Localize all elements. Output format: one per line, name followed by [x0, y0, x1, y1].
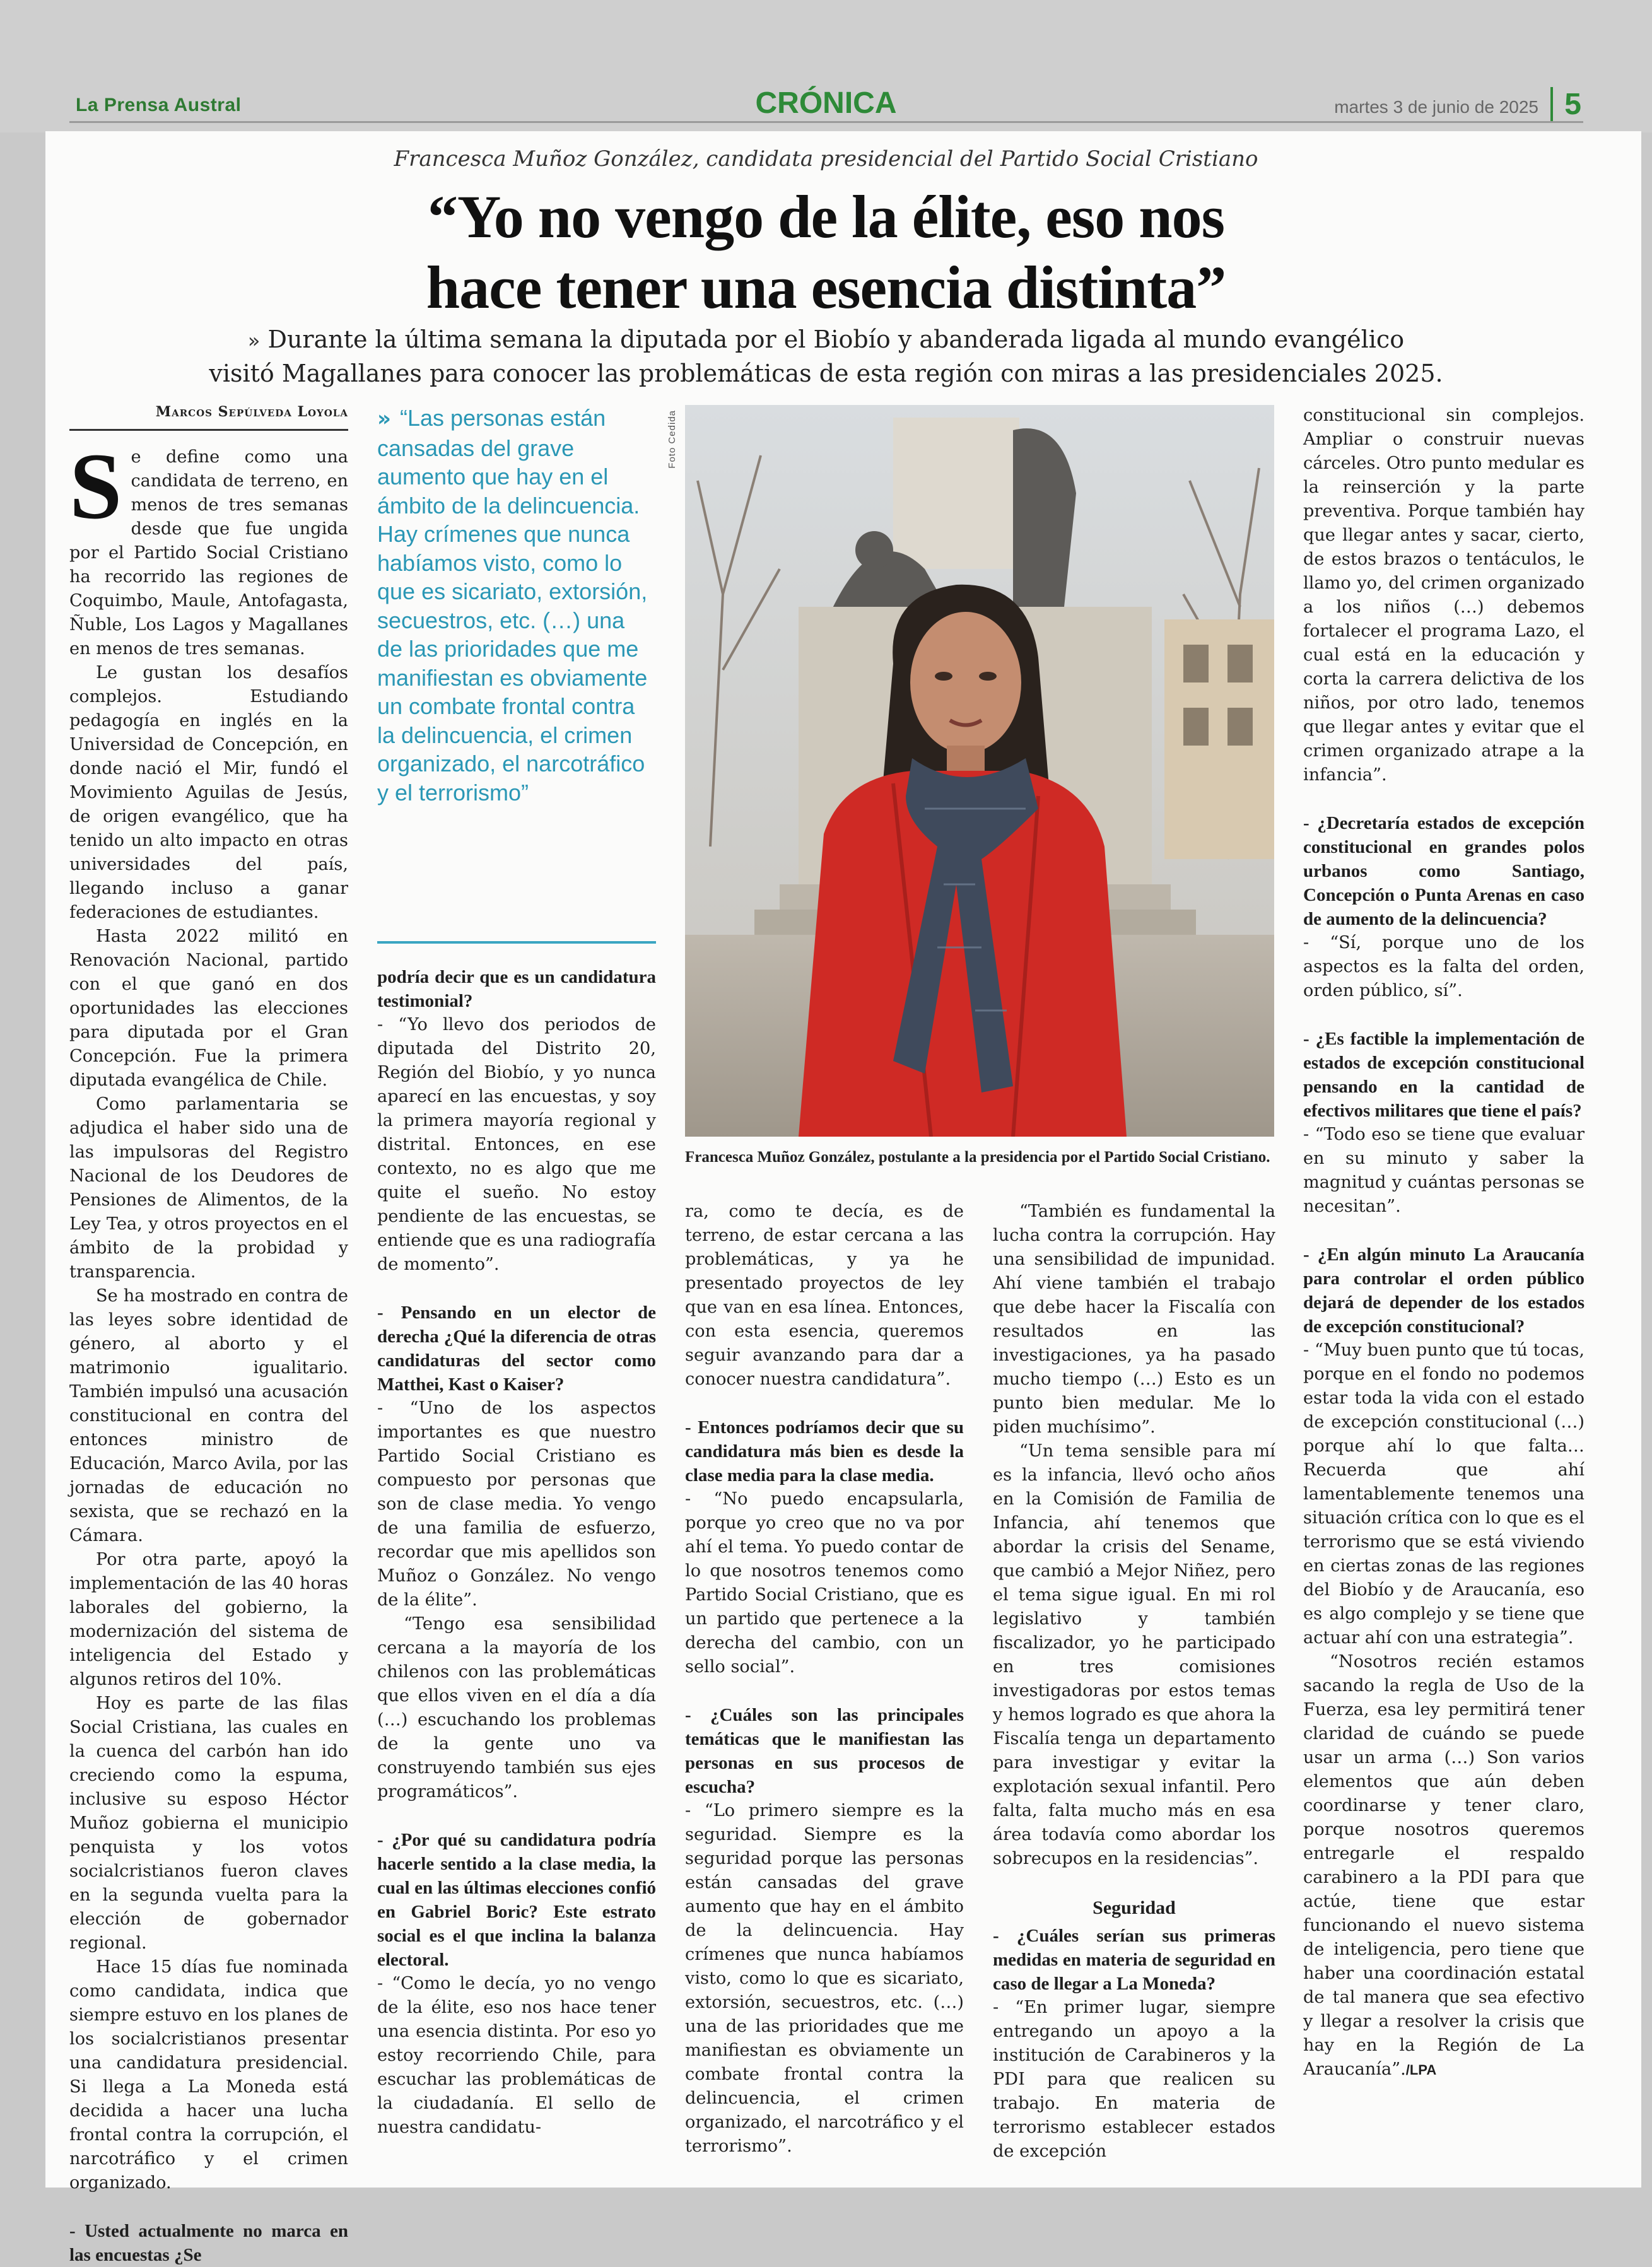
paragraph: “Nosotros recién estamos sacando la regla de Uso de la Fuerza, esa ley permitirá tener claridad de cuándo se puede usar un arma (…) Son varios elementos que aún deben coordinarse y tener claro, porque nosotros queremos entregarle el respaldo carabinero a la PDI para que actúe, tiene que estar funcionando el nuevo sistema de inteligencia, pero tiene que haber una coordinación estatal de tal manera que sea efectivo y llegar a resolver la crisis que hay en la Región de La Araucanía”./LPA [1303, 1652, 1585, 2079]
interview-answer: - “Todo eso se tiene que evaluar en su minuto y saber la magnitud y cuántas personas se necesitan”. [1303, 1125, 1585, 1216]
article-column-3 [685, 1200, 964, 2159]
paragraph: Hasta 2022 militó en Renovación Nacional, partido con el que ganó en dos oportunidades las elecciones para diputada por el Gran Concepción. Fue la primera diputada evangélica de Chile. [69, 927, 348, 1090]
interview-question: - ¿Cuáles serían sus primeras medidas en materia de seguridad en caso de llegar a La Moneda? [993, 1926, 1275, 1994]
article-column-2 [377, 965, 656, 2140]
deck-marker-icon: » [247, 329, 261, 353]
paragraph: “También es fundamental la lucha contra la corrupción. Hay una sensibilidad de impunidad. Ahí viene también el trabajo que debe hacer la Fiscalía con resultados en las investigaciones, ya ha pasado mucho tiempo (…) Esto es un punto bien medular. Me lo piden muchísimo”. [993, 1202, 1275, 1437]
byline: Marcos Sepúlveda Loyola [155, 404, 348, 420]
interview-answer: - “Sí, porque uno de los aspectos es la falta del orden, orden público, sí”. [1303, 933, 1585, 1000]
kicker: Francesca Muñoz González, candidata presidencial del Partido Social Cristiano [394, 146, 1258, 172]
interview-question: - ¿Cuáles son las principales temáticas que le manifiestan las personas en sus procesos de escucha? [685, 1705, 964, 1797]
paragraph: “Un tema sensible para mí es la infancia, llevó ocho años en la Comisión de Familia de Infancia, ahí tenemos que abordar la crisis del Sename, que cambió a Mejor Niñez, pero el tema sigue igual. En mi rol legislativo y también fiscalizador, yo he participado en tres comisiones investigadoras por estos temas y hemos logrado es que ahora la Fiscalía tenga un departamento para investigar y evitar la explotación sexual infantil. Pero falta, falta mucho más en esa área todavía como abordar los sobrecupos en la residencias”. [993, 1441, 1275, 1868]
article-column-5 [1303, 404, 1585, 2082]
interview-question: - Entonces podríamos decir que su candidatura más bien es desde la clase media para la clase media. [685, 1417, 964, 1485]
paragraph: Se define como una candidata de terreno, en menos de tres semanas desde que fue ungida por el Partido Social Cristiano ha recorrido las regiones de Coquimbo, Maule, Antofagasta, Ñuble, Los Lagos y Magallanes en menos de tres semanas. [69, 434, 348, 659]
interview-answer: - “Yo llevo dos periodos de diputada del Distrito 20, Región del Biobío, y yo nunca aparecí en las encuestas, y soy la primera mayoría regional y distrital. Entonces, en ese contexto, no es algo que me quite el sueño. No estoy pendiente de las encuestas, se entiende que es una radiografía de momento”. [377, 1015, 656, 1274]
pull-quote-text: “Las personas están cansadas del grave aumento que hay en el ámbito de la delincuencia. Hay crímenes que nunca habíamos visto, como lo que es sicariato, extorsión, secuestros, etc. (…) una de las prioridades que me manifiestan es obviamente un combate frontal contra la delincuencia, el crimen organizado, el narcotráfico y el terrorismo” [377, 405, 648, 805]
candidate-photo [685, 405, 1274, 1137]
paragraph: Por otra parte, apoyó la implementación de las 40 horas laborales del gobierno, la modernización del sistema de inteligencia del Estado y algunos retiros del 10%. [69, 1550, 348, 1689]
interview-question: - Pensando en un elector de derecha ¿Qué la diferencia de otras candidaturas del sector como Matthei, Kast o Kaiser? [377, 1303, 656, 1395]
paragraph: Hace 15 días fue nominada como candidata, indica que siempre estuvo en los planes de los socialcristianos presentar una candidatura presidencial. Si llega a La Moneda está decidida a hacer una lucha frontal contra la corrupción, el narcotráfico y el crimen organizado. [69, 1957, 348, 2193]
paragraph: Hoy es parte de las filas Social Cristiana, las cuales en la cuenca del carbón han ido creciendo como la espuma, inclusive su esposo Héctor Muñoz gobierna el municipio penquista y los votos socialcristianos fueron claves en la segunda vuelta para la elección de gobernador regional. [69, 1694, 348, 1953]
header-rule [69, 121, 1583, 123]
interview-answer: - “Lo primero siempre es la seguridad. Siempre es la seguridad porque las personas están cansadas del grave aumento que hay en el ámbito de la delincuencia. Hay crímenes que nunca habíamos visto, como lo que es sicariato, extorsión, secuestros, etc. (…) una de las prioridades que me manifiestan es obviamente un combate frontal contra la delincuencia, el crimen organizado, el narcotráfico y el terrorismo”. [685, 1801, 964, 2156]
article-column-4 [993, 1200, 1275, 2164]
interview-answer: - “En primer lugar, siempre entregando un apoyo a la institución de Carabineros y la PDI para que realicen su trabajo. En materia de terrorismo establecer estados de excepción [993, 1998, 1275, 2161]
interview-answer: constitucional sin complejos. Ampliar o construir nuevas cárceles. Otro punto medular es la reinserción y la parte preventiva. Porque también hay que llegar antes y sacar, cierto, de estos brazos o tentáculos, le llamo yo, del crimen organizado a los niños (…) debemos fortalecer el programa Lazo, el cual está en la educación y corta la carrera delictiva de los niños, por otro lado, tenemos que llegar antes y evitar que el crimen organizado atrape a la infancia”. [1303, 406, 1585, 785]
paragraph: Se ha mostrado en contra de las leyes sobre identidad de género, al aborto y el matrimonio igualitario. También impulsó una acusación constitucional en contra del entonces ministro de Educación, Marco Avila, por las jornadas de educación no sexista, que se rechazó en la Cámara. [69, 1286, 348, 1545]
interview-question: - ¿En algún minuto La Araucanía para controlar el orden público dejará de depender de los estados de excepción constitucional? [1303, 1245, 1585, 1337]
photo-illustration [685, 405, 1274, 1137]
signoff: /LPA [1405, 2062, 1437, 2078]
interview-answer: ra, como te decía, es de terreno, de estar cercana a las problemáticas, y ya he presentado proyectos de ley que van en esa línea. Entonces, con esta esencia, queremos seguir avanzando para dar a conocer nuestra candidatura”. [685, 1202, 964, 1389]
paragraph: Como parlamentaria se adjudica el haber sido una de las impulsoras del Registro Nacional de los Deudores de Pensiones de Alimentos, de la Ley Tea, y otros proyectos en el ámbito de la probidad y transparencia. [69, 1094, 348, 1282]
interview-answer: - “Uno de los aspectos importantes es que nuestro Partido Social Cristiano es compuesto por personas que son de clase media. Yo vengo de una familia de esfuerzo, recordar que mis apellidos son Muñoz o González. No vengo de la élite”. [377, 1398, 656, 1610]
issue-date: martes 3 de junio de 2025 [1334, 97, 1538, 117]
publication-name: La Prensa Austral [76, 95, 242, 115]
interview-answer: - “Muy buen punto que tú tocas, porque en el fondo no podemos estar toda la vida con el estado de excepción constitucional (…) porque ahí lo que falta… Recuerda que ahí lamentablemente tenemos una situación crítica con lo que es el terrorismo que se está viviendo en ciertas zonas de las regiones del Biobío y de Araucanía, eso es algo complejo y se tiene que actuar ahí con una estrategia”. [1303, 1340, 1585, 1648]
drop-cap: S [69, 434, 122, 539]
interview-answer: - “No puedo encapsularla, porque yo creo que no va por ahí el tema. Yo puedo contar de lo que nosotros tenemos como Partido Social Cristiano, que es un partido que pertenece a la derecha del cambio, con un sello social”. [685, 1489, 964, 1677]
photo-caption: Francesca Muñoz González, postulante a la presidencia por el Partido Social Cristiano. [685, 1149, 1270, 1166]
interview-question: - Usted actualmente no marca en las encuestas ¿Se [69, 2221, 348, 2265]
byline-rule [69, 429, 348, 431]
interview-question: - ¿Es factible la implementación de estados de excepción constitucional pensando en la cantidad de efectivos militares que tiene el país? [1303, 1029, 1585, 1121]
deck [0, 323, 1652, 390]
interview-question: podría decir que es un candidatura testimonial? [377, 967, 656, 1011]
interview-answer: - “Como le decía, yo no vengo de la élite, eso nos hace tener una esencia distinta. Por eso yo estoy recorriendo Chile, para escuchar las problemáticas de la ciudadanía. El sello de nuestra candidatu- [377, 1974, 656, 2137]
deck-line-1: Durante la última semana la diputada por el Biobío y abanderada ligada al mundo evangélico [267, 325, 1405, 353]
pull-quote [377, 404, 656, 946]
pull-quote-rule [377, 941, 656, 944]
deck-line-2: visitó Magallanes para conocer las problemáticas de esta región con miras a las presidenciales 2025. [209, 360, 1443, 387]
page-number: 5 [1550, 87, 1581, 122]
paragraph: Le gustan los desafíos complejos. Estudiando pedagogía en inglés en la Universidad de Concepción, en donde nació el Mir, fundó el Movimiento Aguilas de Jesús, de origen evangélico, que ha tenido un alto impacto en otras universidades del país, llegando incluso a ganar federaciones de estudiantes. [69, 663, 348, 922]
quote-marker-icon: » [377, 406, 391, 431]
interview-question: - ¿Por qué su candidatura podría hacerle sentido a la clase media, la cual en las últimas elecciones confió en Gabriel Boric? Este estrato social es el que inclina la balanza electoral. [377, 1830, 656, 1970]
paragraph: “Tengo esa sensibilidad cercana a la mayoría de los chilenos con las problemáticas que ellos viven en el día a día (…) escuchando los problemas de la gente uno va construyendo también sus ejes programáticos”. [377, 1614, 656, 1801]
section-label: CRÓNICA [755, 86, 897, 120]
headline-line-1: “Yo no vengo de la élite, eso nos [428, 183, 1224, 250]
headline [0, 182, 1652, 323]
photo-credit: Foto Cedida [667, 410, 677, 469]
subheading: Seguridad [1093, 1897, 1176, 1918]
interview-question: - ¿Decretaría estados de excepción constitucional en grandes polos urbanos como Santiago, Concepción o Punta Arenas en caso de aumento de la delincuencia? [1303, 813, 1585, 929]
article-column-1 [69, 434, 348, 2267]
headline-line-2: hace tener una esencia distinta” [426, 254, 1226, 321]
